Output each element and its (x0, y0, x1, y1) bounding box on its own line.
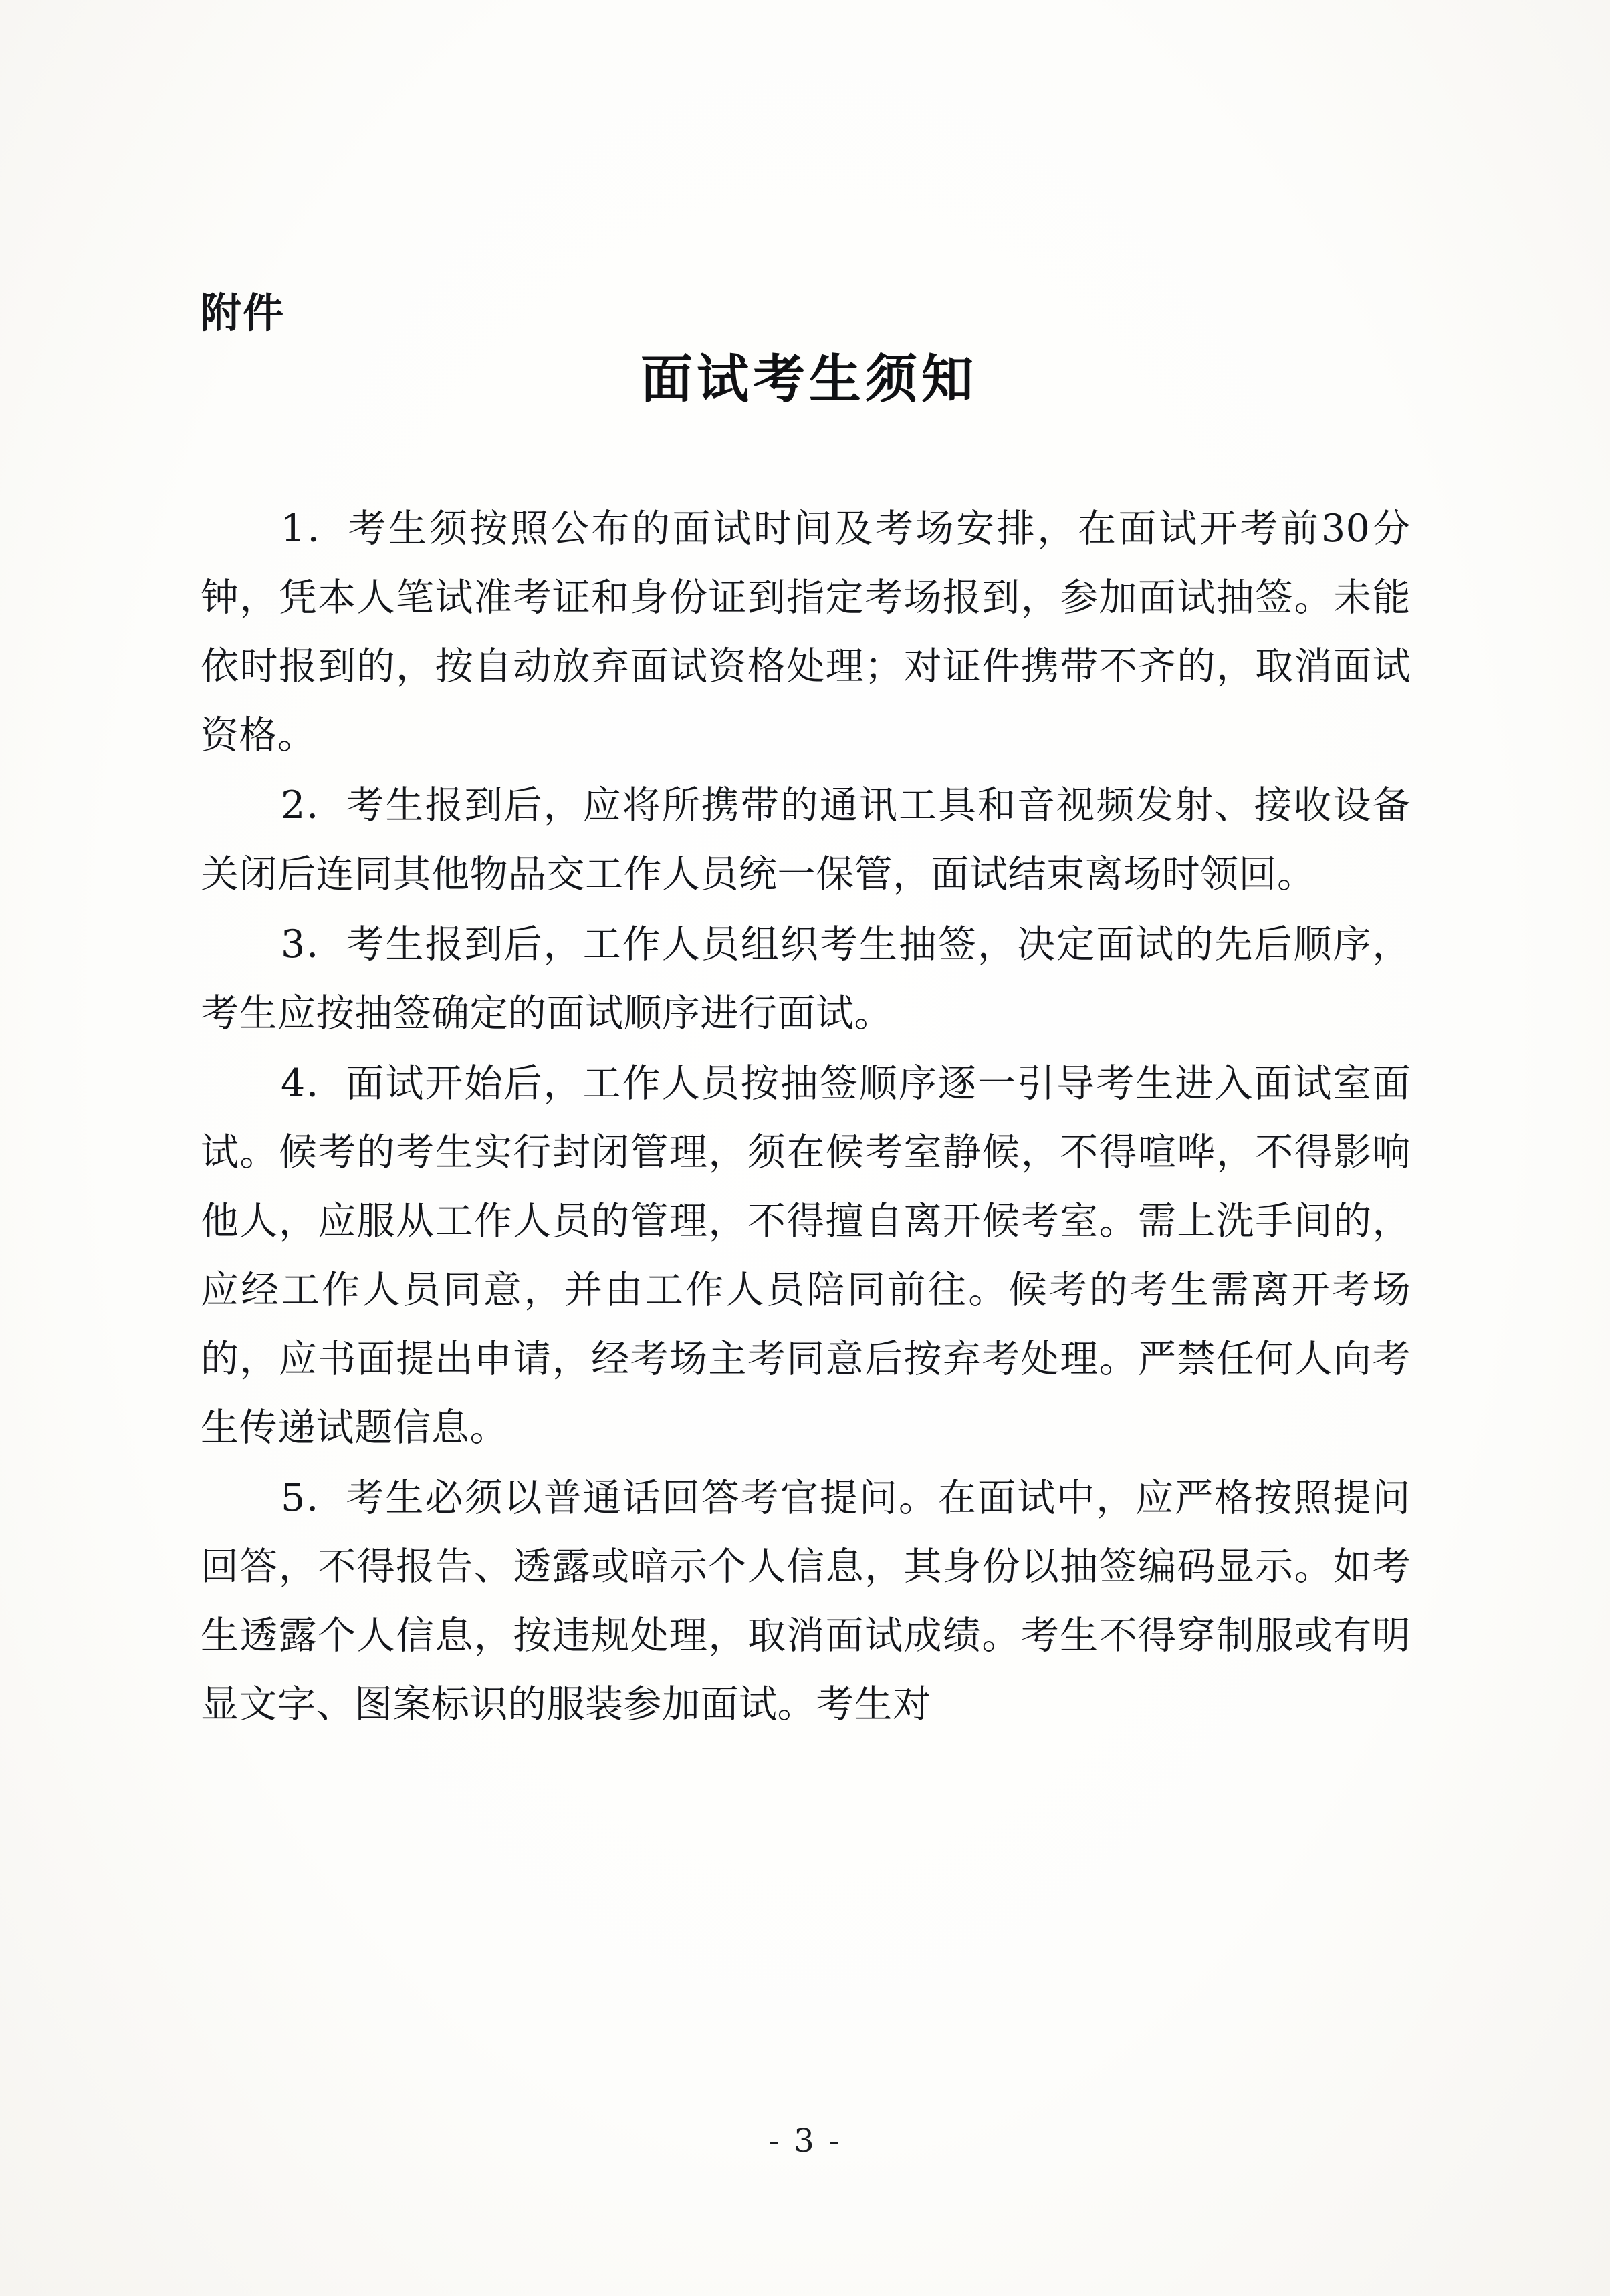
page-title: 面试考生须知 (640, 349, 978, 410)
page-number: - 3 - (768, 2122, 842, 2160)
paragraph-2: 2．考生报到后，应将所携带的通讯工具和音视频发射、接收设备关闭后连同其他物品交工作人员统一保管，面试结束离场时领回。 (201, 783, 1411, 896)
paragraph-4: 4．面试开始后，工作人员按抽签顺序逐一引导考生进入面试室面试。候考的考生实行封闭管理，须在候考室静候，不得喧哗，不得影响他人，应服从工作人员的管理，不得擅自离开候考室。需上洗手间的，应经工作人员同意，并由工作人员陪同前往。候考的考生需离开考场的，应书面提出申请，经考场主考同意后按弃考处理。严禁任何人向考生传递试题信息。 (201, 1061, 1411, 1450)
paragraph-1: 1．考生须按照公布的面试时间及考场安排，在面试开考前30分钟，凭本人笔试准考证和身份证到指定考场报到，参加面试抽签。未能依时报到的，按自动放弃面试资格处理；对证件携带不齐的，取消面试资格。 (201, 507, 1411, 757)
paragraph-3: 3．考生报到后，工作人员组织考生抽签，决定面试的先后顺序，考生应按抽签确定的面试顺序进行面试。 (201, 922, 1411, 1035)
document-body (201, 495, 1411, 1741)
paragraph-5: 5．考生必须以普通话回答考官提问。在面试中，应严格按照提问回答，不得报告、透露或暗示个人信息，其身份以抽签编码显示。如考生透露个人信息，按违规处理，取消面试成绩。考生不得穿制服或有明显文字、图案标识的服装参加面试。考生对 (201, 1476, 1411, 1727)
attachment-label: 附件 (201, 289, 285, 337)
